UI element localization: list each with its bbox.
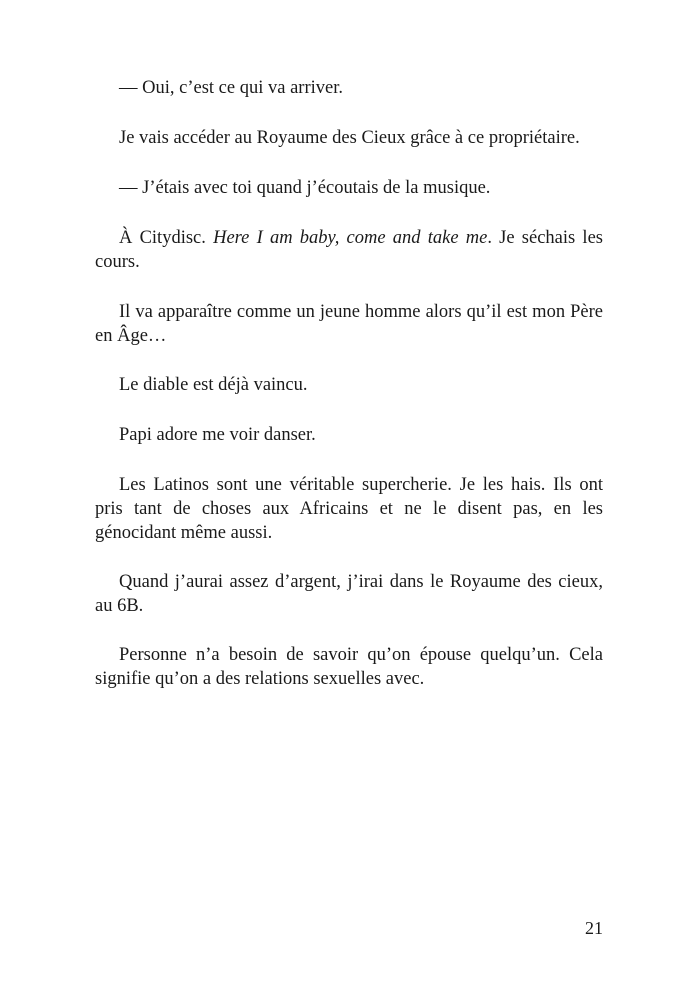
- text-run: Quand j’aurai assez d’argent, j’irai dans le Royaume des cieux, au 6B.: [95, 572, 603, 616]
- text-run: Je vais accéder au Royaume des Cieux grâce à ce propriétaire.: [119, 128, 580, 148]
- paragraph: [95, 226, 603, 274]
- italic-song-lyric: Here I am baby, come and take me: [213, 228, 488, 248]
- paragraph: [95, 300, 603, 348]
- text-run: Personne n’a besoin de savoir qu’on épouse quelqu’un. Cela signifie qu’on a des relations sexuelles avec.: [95, 645, 603, 689]
- text-run: — J’étais avec toi quand j’écoutais de la musique.: [119, 178, 491, 198]
- body-text: [95, 76, 603, 716]
- paragraph: [95, 176, 603, 200]
- text-run: Il va apparaître comme un jeune homme alors qu’il est mon Père en Âge…: [95, 302, 603, 346]
- text-run: Les Latinos sont une véritable supercherie. Je les hais. Ils ont pris tant de choses aux Africains et ne le disent pas, en les génocidant même aussi.: [95, 475, 603, 543]
- text-run: À Citydisc.: [119, 228, 214, 248]
- text-run: Papi adore me voir danser.: [119, 425, 316, 445]
- text-run: — Oui, c’est ce qui va arriver.: [119, 78, 343, 98]
- paragraph: [95, 570, 603, 618]
- paragraph: [95, 126, 603, 150]
- text-run: . Je séchais les cours.: [95, 228, 603, 272]
- paragraph: [95, 643, 603, 691]
- paragraph: [95, 373, 603, 397]
- paragraph: [95, 423, 603, 447]
- page-number: 21: [585, 918, 603, 938]
- text-run: Le diable est déjà vaincu.: [119, 375, 308, 395]
- paragraph: [95, 76, 603, 100]
- paragraph: [95, 473, 603, 545]
